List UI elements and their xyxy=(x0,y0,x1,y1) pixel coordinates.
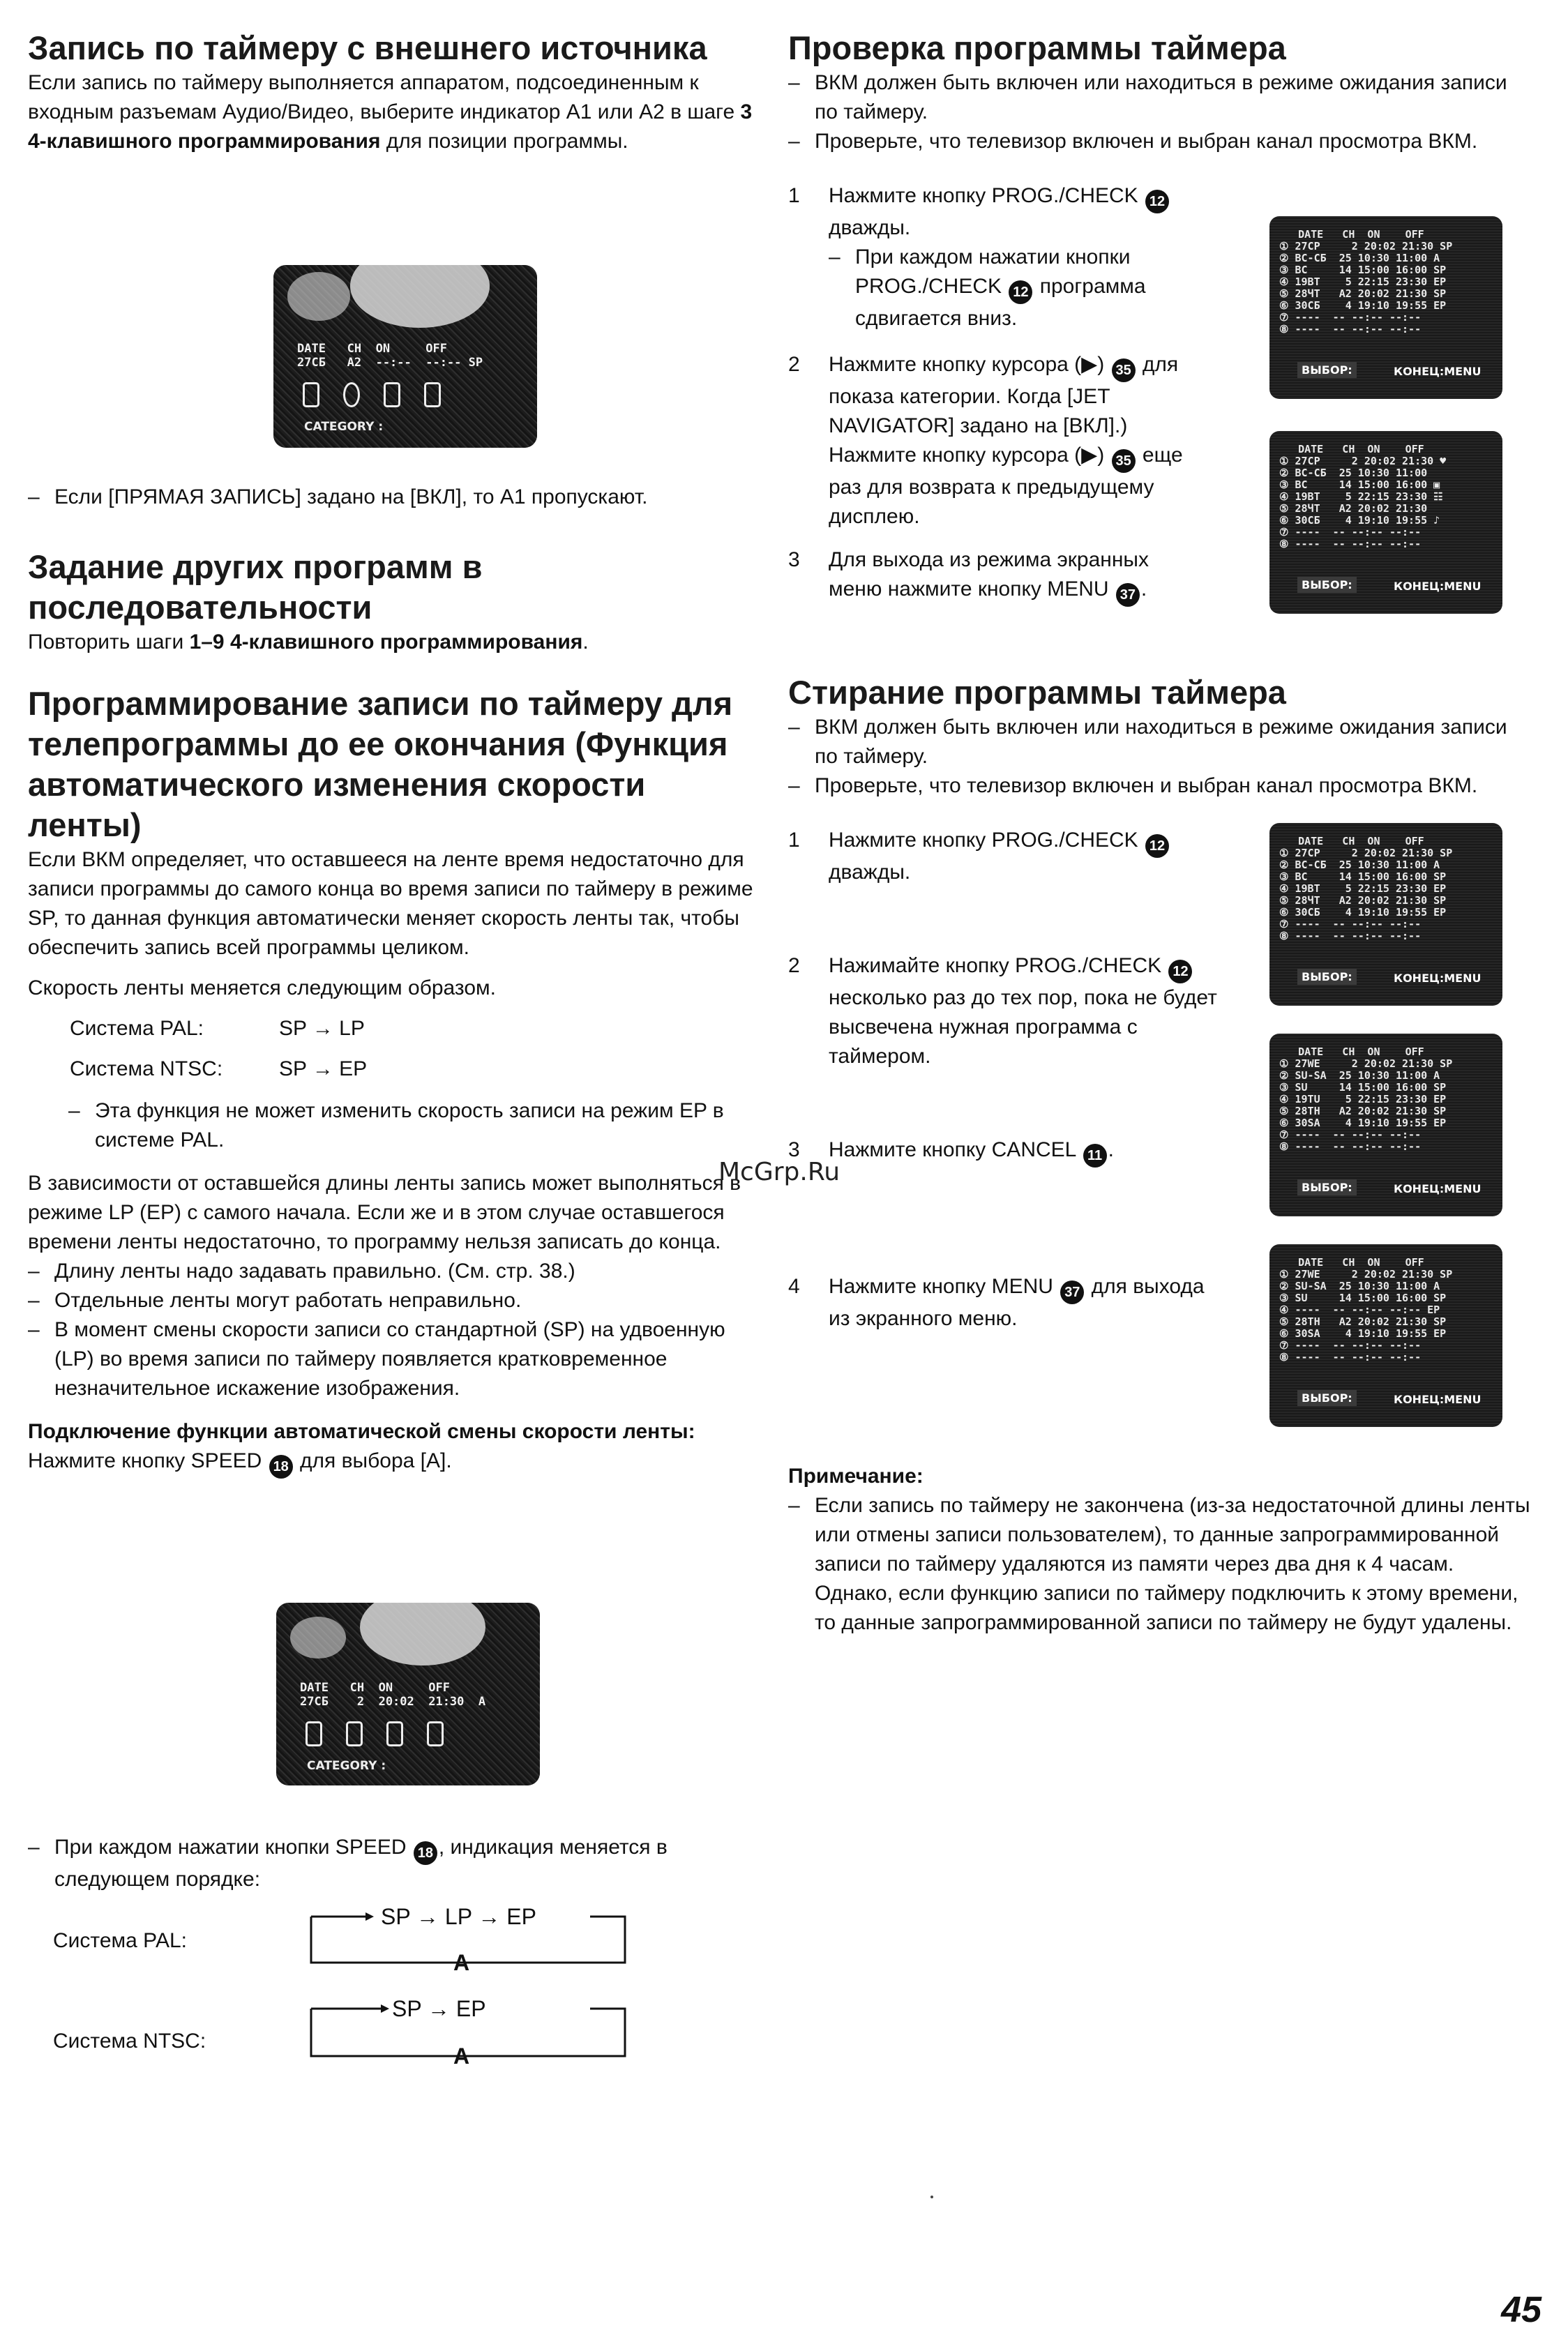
prog-check-button-ref: 12 xyxy=(1145,190,1169,213)
text: Нажмите кнопку SPEED xyxy=(28,1449,268,1472)
paragraph xyxy=(28,628,753,657)
step-2 xyxy=(788,350,1221,531)
osd-header: DATE CH ON OFF xyxy=(300,1681,450,1695)
text: . xyxy=(1108,1138,1114,1161)
text-bold: 1–9 4-клавишного программирования xyxy=(189,630,583,654)
left-column xyxy=(28,28,753,2069)
text: При каждом нажатии кнопки PROG./CHECK xyxy=(855,246,1131,298)
section-title: Проверка программы таймера xyxy=(788,29,1286,66)
footer-end: КОНЕЦ:MENU xyxy=(1394,365,1482,378)
tv-screen-external xyxy=(273,265,537,448)
paragraph: Если ВКМ определяет, что оставшееся на ленте время недостаточно для записи программы до самого конца во время записи по таймеру в режиме SP, то данная функция автоматически меняет скорость ленты так, чтобы обеспечить запись всей программы целиком. xyxy=(28,848,753,959)
footer-end: КОНЕЦ:MENU xyxy=(1394,972,1482,985)
text: для выхода из экранного меню. xyxy=(829,1275,1205,1330)
diagram-a: A xyxy=(453,2044,470,2069)
cursor-button-ref: 35 xyxy=(1112,358,1136,382)
page-number: 45 xyxy=(1501,2290,1541,2330)
text: Нажмите кнопку CANCEL xyxy=(829,1138,1082,1161)
step-number: 4 xyxy=(788,1275,800,1298)
right-column xyxy=(788,28,1535,1634)
speed-diagram-pal xyxy=(53,1904,639,1981)
section-title: Программирование записи по таймеру для телепрограммы до ее окончания (Функция автоматического изменения скорости ленты) xyxy=(28,685,733,843)
program-list: DATE CH ON OFF ① 27СР 2 20:02 21:30 SP ② ВС-СБ 25 10:30 11:00 A ③ ВС 14 15:00 16:00 SP ④ 19ВТ 5 22:15 23:30 EP ⑤ 28ЧТ A2 20:02 21:30 SP ⑥ 30СБ 4 19:10 19:55 EP ⑦ ---- -- --:-- --:-- ⑧ ---- -- --:-- --:-- xyxy=(1279,228,1453,335)
step-number: 1 xyxy=(788,184,800,207)
text: Нажмите кнопку PROG./CHECK xyxy=(829,184,1145,207)
program-list: DATE CH ON OFF ① 27WE 2 20:02 21:30 SP ② SU-SA 25 10:30 11:00 A ③ SU 14 15:00 16:00 SP ④ ---- -- --:-- --:-- EP ⑤ 28TH A2 20:02 21:30 SP ⑥ 30SA 4 19:10 19:55 EP ⑦ ---- -- --:-- --:-- ⑧ ---- -- --:-- --:-- xyxy=(1279,1256,1453,1364)
paragraph xyxy=(28,1447,753,1479)
paragraph: Скорость ленты меняется следующим образом. xyxy=(28,976,496,999)
value: SP → LP xyxy=(279,1017,365,1040)
tv-screen-list-b xyxy=(1269,431,1502,614)
cursor-button-ref: 35 xyxy=(1112,449,1136,473)
note-title: Примечание: xyxy=(788,1465,924,1488)
osd-values: 27СБ 2 20:02 21:30 A xyxy=(300,1695,486,1709)
text: несколько раз до тех пор, пока не будет высвечена нужная программа с таймером. xyxy=(829,986,1217,1068)
paragraph: В зависимости от оставшейся длины ленты запись может выполняться в режиме LP (EP) с самого начала. Если же и в этом случае оставшегося времени ленты недостаточно, то программу нельзя записать до конца. xyxy=(28,1172,741,1253)
footer-select: ВЫБОР: xyxy=(1297,362,1357,378)
footer-select: ВЫБОР: xyxy=(1297,577,1357,593)
step-note xyxy=(829,243,1207,333)
step-number: 1 xyxy=(788,829,800,852)
osd-category: CATEGORY : xyxy=(307,1759,386,1773)
note-speed-order xyxy=(28,1833,753,1894)
section-sequence xyxy=(28,547,753,657)
tv-screen-list-d xyxy=(1269,1034,1502,1216)
subheading: Подключение функции автоматической смены скорости ленты: xyxy=(28,1420,695,1443)
precondition: – ВКМ должен быть включен или находиться в режиме ожидания записи по таймеру. xyxy=(788,68,1535,127)
note-tape-length: – Длину ленты надо задавать правильно. (См. стр. 38.) xyxy=(28,1257,753,1286)
tv-screen-list-c xyxy=(1269,823,1502,1006)
precondition: – ВКМ должен быть включен или находиться в режиме ожидания записи по таймеру. xyxy=(788,713,1535,771)
text: Нажимайте кнопку PROG./CHECK xyxy=(829,954,1168,977)
step-3 xyxy=(788,545,1207,607)
speck xyxy=(930,2196,933,2198)
text: , индикация меняется в следующем порядке: xyxy=(54,1836,668,1891)
footer-select: ВЫБОР: xyxy=(1297,1390,1357,1406)
label: Система PAL: xyxy=(70,1017,204,1040)
paragraph xyxy=(28,68,753,156)
text: еще раз для возврата к предыдущему дисплею. xyxy=(829,444,1183,528)
diagram-sequence: SP → LP → EP xyxy=(381,1904,536,1929)
text: дважды. xyxy=(829,861,911,884)
step-1 xyxy=(788,181,1207,333)
note-text: – Если запись по таймеру не закончена (из-за недостаточной длины ленты или отмены записи пользователем), то данные запрограммированной записи по таймеру удаляются из памяти через два дня к 4 часам. xyxy=(788,1491,1535,1579)
text: дважды. xyxy=(829,216,911,239)
step-number: 3 xyxy=(788,548,800,571)
osd-values: 27СБ A2 --:-- --:-- SP xyxy=(297,356,483,370)
footer-end: КОНЕЦ:MENU xyxy=(1394,1182,1482,1195)
menu-button-ref: 37 xyxy=(1116,583,1140,607)
osd-category: CATEGORY : xyxy=(304,420,384,434)
precondition: – Проверьте, что телевизор включен и выбран канал просмотра ВКМ. xyxy=(788,127,1535,156)
text: Нажмите кнопку PROG./CHECK xyxy=(829,829,1145,852)
pal-speed-row xyxy=(28,1014,753,1043)
step-3 xyxy=(788,1135,1221,1168)
text: для показа категории. Когда [JET NAVIGATOR] задано на [ВКЛ].) Нажмите кнопку курсора (▶) xyxy=(829,353,1179,467)
text-bold: 3 4-клавишного программирования xyxy=(28,100,753,153)
diagram-sequence: SP → EP xyxy=(392,1996,486,2021)
section-auto-speed xyxy=(28,683,753,1479)
section-title: Стирание программы таймера xyxy=(788,674,1286,711)
text: Нажмите кнопку MENU xyxy=(829,1275,1060,1298)
diagram-label: Система PAL: xyxy=(53,1929,187,1952)
footer-select: ВЫБОР: xyxy=(1297,969,1357,985)
note-pal-ep: – Эта функция не может изменить скорость записи на режим EP в системе PAL. xyxy=(68,1096,766,1155)
ntsc-speed-row xyxy=(28,1055,753,1084)
diagram-a: A xyxy=(453,1950,470,1975)
program-list: DATE CH ON OFF ① 27СР 2 20:02 21:30 ♥ ② ВС-СБ 25 10:30 11:00 ③ ВС 14 15:00 16:00 ▣ ④ 19ВТ 5 22:15 23:30 ☷ ⑤ 28ЧТ A2 20:02 21:30 ⑥ 30СБ 4 19:10 19:55 ♪ ⑦ ---- -- --:-- --:-- ⑧ ---- -- --:-- --:-- xyxy=(1279,443,1447,550)
precondition: – Проверьте, что телевизор включен и выбран канал просмотра ВКМ. xyxy=(788,771,1535,801)
footer-end: КОНЕЦ:MENU xyxy=(1394,580,1482,593)
step-1 xyxy=(788,826,1221,887)
step-number: 2 xyxy=(788,954,800,977)
note-continuation: Однако, если функцию записи по таймеру подключить к этому времени, то данные запрограммированной записи по таймеру не будут удалены. xyxy=(815,1582,1518,1634)
text: для выбора [A]. xyxy=(294,1449,452,1472)
value: SP → EP xyxy=(279,1057,368,1080)
step-number: 3 xyxy=(788,1138,800,1161)
step-number: 2 xyxy=(788,353,800,376)
text: Если запись по таймеру выполняется аппаратом, подсоединенным к входным разъемам Аудио/Видео, выберите индикатор А1 или А2 в шаге xyxy=(28,71,741,123)
menu-button-ref: 37 xyxy=(1060,1281,1084,1304)
text: Нажмите кнопку курсора (▶) xyxy=(829,353,1110,376)
text: При каждом нажатии кнопки SPEED xyxy=(54,1836,412,1859)
footer-end: КОНЕЦ:MENU xyxy=(1394,1393,1482,1406)
section-title: Задание других программ в последовательности xyxy=(28,548,483,626)
section-external-source xyxy=(28,28,753,156)
text: . xyxy=(582,630,589,654)
speed-diagram-ntsc xyxy=(53,1996,639,2073)
note-distortion: – В момент смены скорости записи со стандартной (SP) на удвоенную (LP) во время записи по таймеру появляется кратковременное незначительное искажение изображения. xyxy=(28,1315,753,1403)
prog-check-button-ref: 12 xyxy=(1009,280,1032,304)
program-list: DATE CH ON OFF ① 27WE 2 20:02 21:30 SP ② SU-SA 25 10:30 11:00 A ③ SU 14 15:00 16:00 SP ④ 19TU 5 22:15 23:30 EP ⑤ 28TH A2 20:02 21:30 SP ⑥ 30SA 4 19:10 19:55 EP ⑦ ---- -- --:-- --:-- ⑧ ---- -- --:-- --:-- xyxy=(1279,1045,1453,1153)
note-section xyxy=(788,1462,1535,1638)
osd-header: DATE CH ON OFF xyxy=(297,342,447,356)
step-4 xyxy=(788,1272,1221,1334)
footer-select: ВЫБОР: xyxy=(1297,1179,1357,1195)
step-2 xyxy=(788,951,1221,1071)
text: Повторить шаги xyxy=(28,630,190,654)
speed-button-ref: 18 xyxy=(269,1455,293,1479)
program-list: DATE CH ON OFF ① 27СР 2 20:02 21:30 SP ② ВС-СБ 25 10:30 11:00 A ③ ВС 14 15:00 16:00 SP ④ 19ВТ 5 22:15 23:30 EP ⑤ 28ЧТ A2 20:02 21:30 SP ⑥ 30СБ 4 19:10 19:55 EP ⑦ ---- -- --:-- --:-- ⑧ ---- -- --:-- --:-- xyxy=(1279,835,1453,942)
note-direct-record: – Если [ПРЯМАЯ ЗАПИСЬ] задано на [ВКЛ], то А1 пропускают. xyxy=(28,483,753,512)
watermark: McGrp.Ru xyxy=(718,1158,840,1186)
prog-check-button-ref: 12 xyxy=(1168,960,1192,983)
note-tapes: – Отдельные ленты могут работать неправильно. xyxy=(28,1286,753,1315)
tv-screen-list-e xyxy=(1269,1244,1502,1427)
text: . xyxy=(1140,577,1147,601)
prog-check-button-ref: 12 xyxy=(1145,834,1169,858)
tv-screen-speed xyxy=(276,1603,540,1785)
text: Для выхода из режима экранных меню нажмите кнопку MENU xyxy=(829,548,1149,601)
speed-button-ref: 18 xyxy=(414,1841,437,1865)
tv-screen-list-a xyxy=(1269,216,1502,399)
label: Система NTSC: xyxy=(70,1057,223,1080)
section-title: Запись по таймеру с внешнего источника xyxy=(28,29,707,66)
text: программа сдвигается вниз. xyxy=(855,275,1146,330)
diagram-label: Система NTSC: xyxy=(53,2030,206,2053)
text: для позиции программы. xyxy=(380,130,628,153)
cancel-button-ref: 11 xyxy=(1083,1144,1107,1168)
